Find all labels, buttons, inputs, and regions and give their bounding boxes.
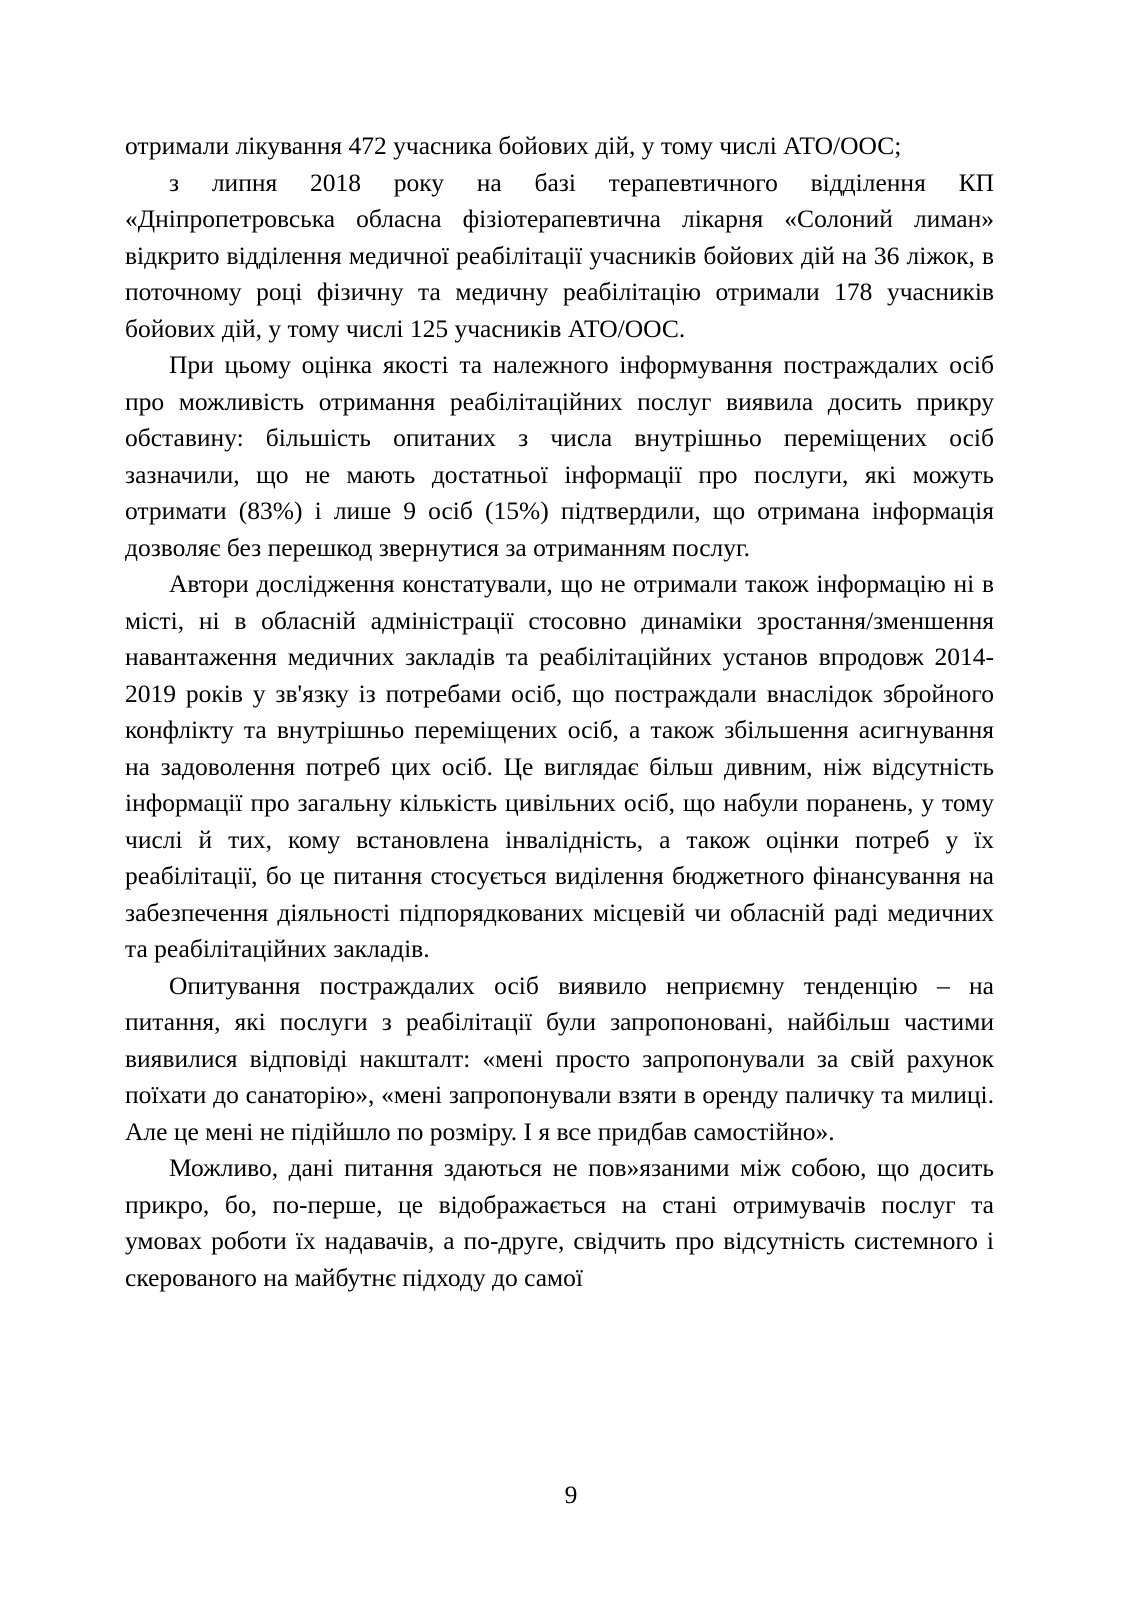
page-body [125, 128, 994, 1296]
paragraph: Можливо, дані питання здаються не пов»язаними між собою, що досить прикро, бо, по-перше, це відображається на стані отримувачів послуг та умовах роботи їх надавачів, а по-друге, свідчить про відсутність системного і скерованого на майбутнє підходу до самої [125, 1153, 994, 1292]
paragraph: з липня 2018 року на базі терапевтичного відділення КП «Дніпропетровська обласна фізіотерапевтична лікарня «Солоний лиман» відкрито відділення медичної реабілітації учасників бойових дій на 36 ліжок, в поточному році фізичну та медичну реабілітацію отримали 178 учасників бойових дій, у тому числі 125 учасників АТО/ООС. [125, 167, 994, 343]
paragraph: Автори дослідження констатували, що не отримали також інформацію ні в місті, ні в обласній адміністрації стосовно динаміки зростання/зменшення навантаження медичних закладів та реабілітаційних установ впродовж 2014-2019 років у зв'язку із потребами осіб, що постраждали внаслідок збройного конфлікту та внутрішньо переміщених осіб, а також збільшення асигнування на задоволення потреб цих осіб. Це виглядає більш дивним, ніж відсутність інформації про загальну кількість цивільних осіб, що набули поранень, у тому числі й тих, кому встановлена інвалідність, а також оцінки потреб у їх реабілітації, бо це питання стосується виділення бюджетного фінансування на забезпечення діяльності підпорядкованих місцевій чи обласній раді медичних та реабілітаційних закладів. [125, 569, 994, 963]
page-number: 9 [564, 1480, 578, 1509]
paragraph: При цьому оцінка якості та належного інформування постраждалих осіб про можливість отримання реабілітаційних послуг виявила досить прикру обставину: більшість опитаних з числа внутрішньо переміщених осіб зазначили, що не мають достатньої інформації про послуги, які можуть отримати (83%) і лише 9 осіб (15%) підтвердили, що отримана інформація дозволяє без перешкод звернутися за отриманням послуг. [125, 350, 994, 562]
paragraph: Опитування постраждалих осіб виявило неприємну тенденцію – на питання, які послуги з реабілітації були запропоновані, найбільш частими виявилися відповіді накшталт: «мені просто запропонували за свій рахунок поїхати до санаторію», «мені запропонували взяти в оренду паличку та милиці. Але це мені не підійшло по розміру. І я все придбав самостійно». [125, 970, 994, 1146]
paragraph: отримали лікування 472 учасника бойових дій, у тому числі АТО/ООС; [125, 131, 902, 160]
